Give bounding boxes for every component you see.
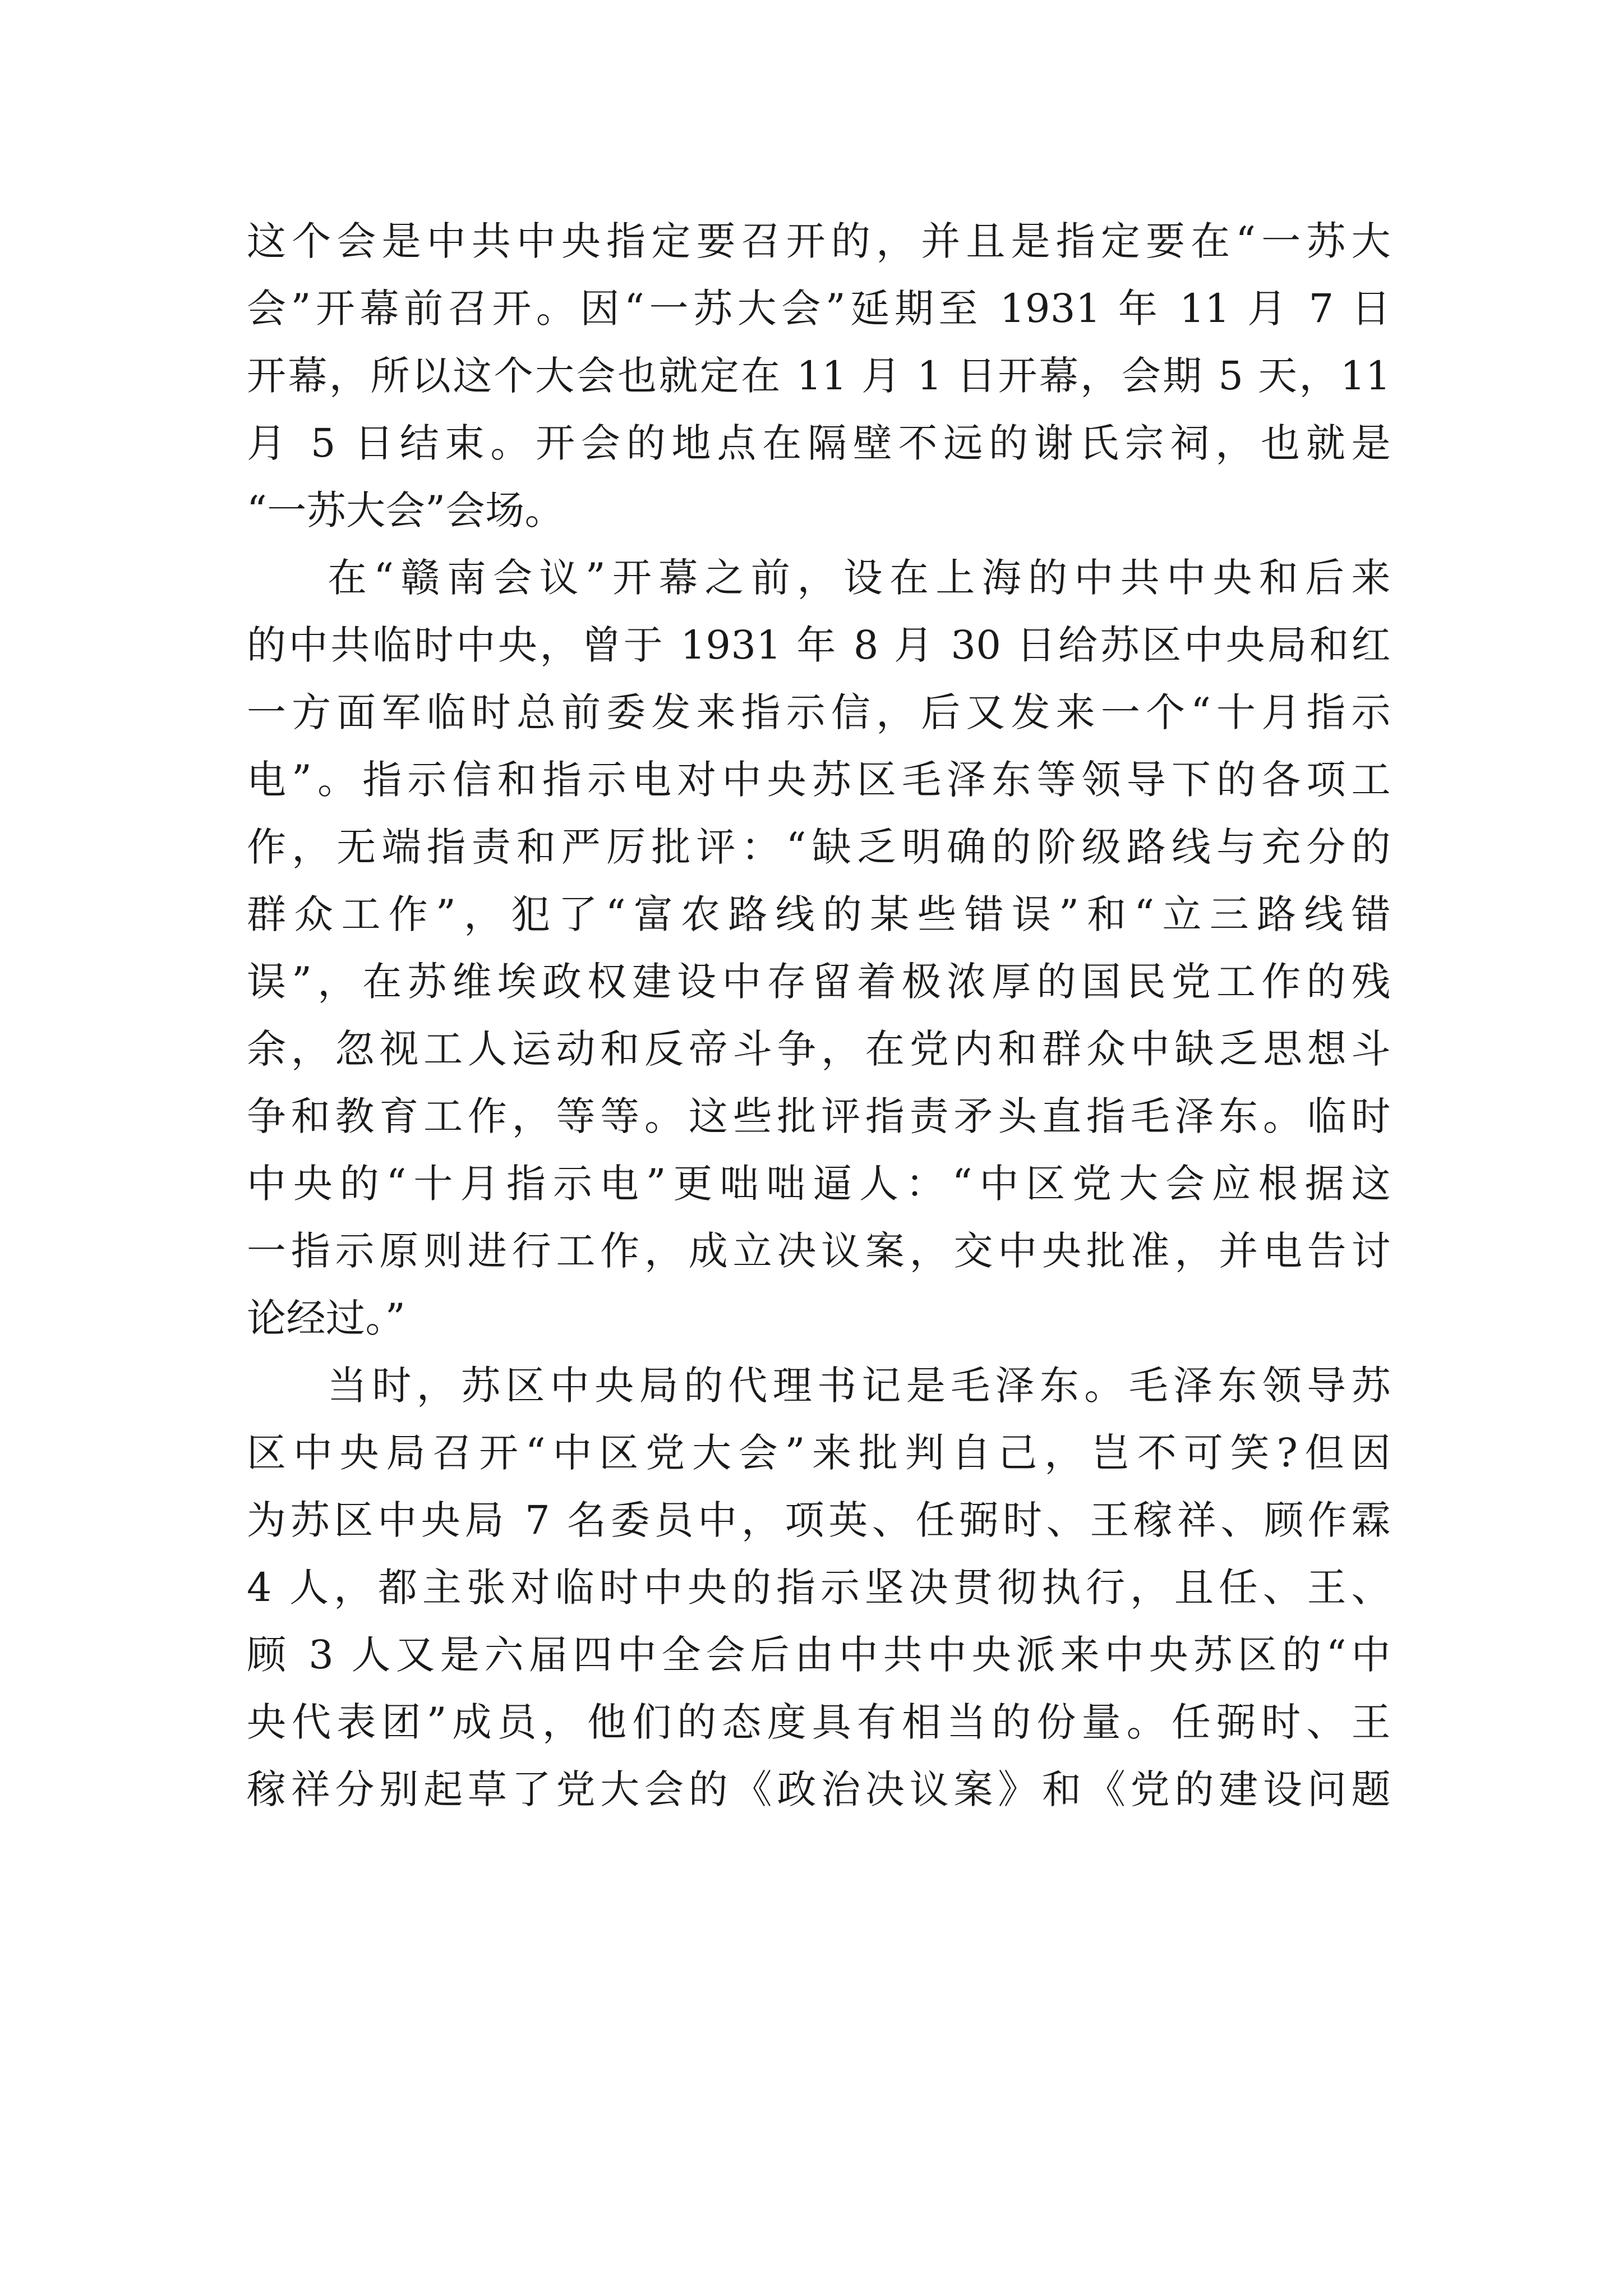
text-line: 为苏区中央局 7 名委员中，项英、任弼时、王稼祥、顾作霖 [247,1497,1391,1543]
text-line: 开幕，所以这个大会也就定在 11 月 1 日开幕，会期 5 天，11 [247,353,1391,399]
text-line: 顾 3 人又是六届四中全会后由中共中央派来中央苏区的“中 [247,1632,1391,1678]
text-line: 余，忽视工人运动和反帝斗争，在党内和群众中缺乏思想斗 [247,1026,1391,1072]
text-line: 一方面军临时总前委发来指示信，后又发来一个“十月指示 [247,689,1391,735]
paragraph [247,208,1391,544]
text-line: 中央的“十月指示电”更咄咄逼人：“中区党大会应根据这 [247,1161,1391,1207]
text-line: 央代表团”成员，他们的态度具有相当的份量。任弼时、王 [247,1699,1391,1745]
text-line: 会”开幕前召开。因“一苏大会”延期至 1931 年 11 月 7 日 [247,286,1391,332]
text-line: 电”。指示信和指示电对中央苏区毛泽东等领导下的各项工 [247,757,1391,803]
text-line: 论经过。” [247,1295,406,1341]
text-line: 这个会是中共中央指定要召开的，并且是指定要在“一苏大 [247,218,1391,264]
text-line: 4 人，都主张对临时中央的指示坚决贯彻执行，且任、王、 [247,1565,1391,1611]
text-line: 的中共临时中央，曾于 1931 年 8 月 30 日给苏区中央局和红 [247,622,1391,668]
text-line: 区中央局召开“中区党大会”来批判自己，岂不可笑?但因 [247,1430,1391,1476]
text-line: 月 5 日结束。开会的地点在隔壁不远的谢氏宗祠，也就是 [247,420,1391,466]
text-line: 争和教育工作，等等。这些批评指责矛头直指毛泽东。临时 [247,1093,1391,1139]
body-text [247,208,1391,1823]
text-line: 一指示原则进行工作，成立决议案，交中央批准，并电告讨 [247,1228,1391,1274]
text-line: “一苏大会”会场。 [247,487,565,533]
text-line: 稼祥分别起草了党大会的《政治决议案》和《党的建设问题 [247,1766,1391,1812]
text-line: 当时，苏区中央局的代理书记是毛泽东。毛泽东领导苏 [328,1363,1391,1409]
text-line: 误”，在苏维埃政权建设中存留着极浓厚的国民党工作的残 [247,959,1391,1005]
text-line: 群众工作”，犯了“富农路线的某些错误”和“立三路线错 [247,891,1391,937]
paragraph [247,544,1391,1352]
text-line: 在“赣南会议”开幕之前，设在上海的中共中央和后来 [328,555,1391,601]
paragraph [247,1352,1391,1823]
text-line: 作，无端指责和严厉批评：“缺乏明确的阶级路线与充分的 [247,824,1391,870]
